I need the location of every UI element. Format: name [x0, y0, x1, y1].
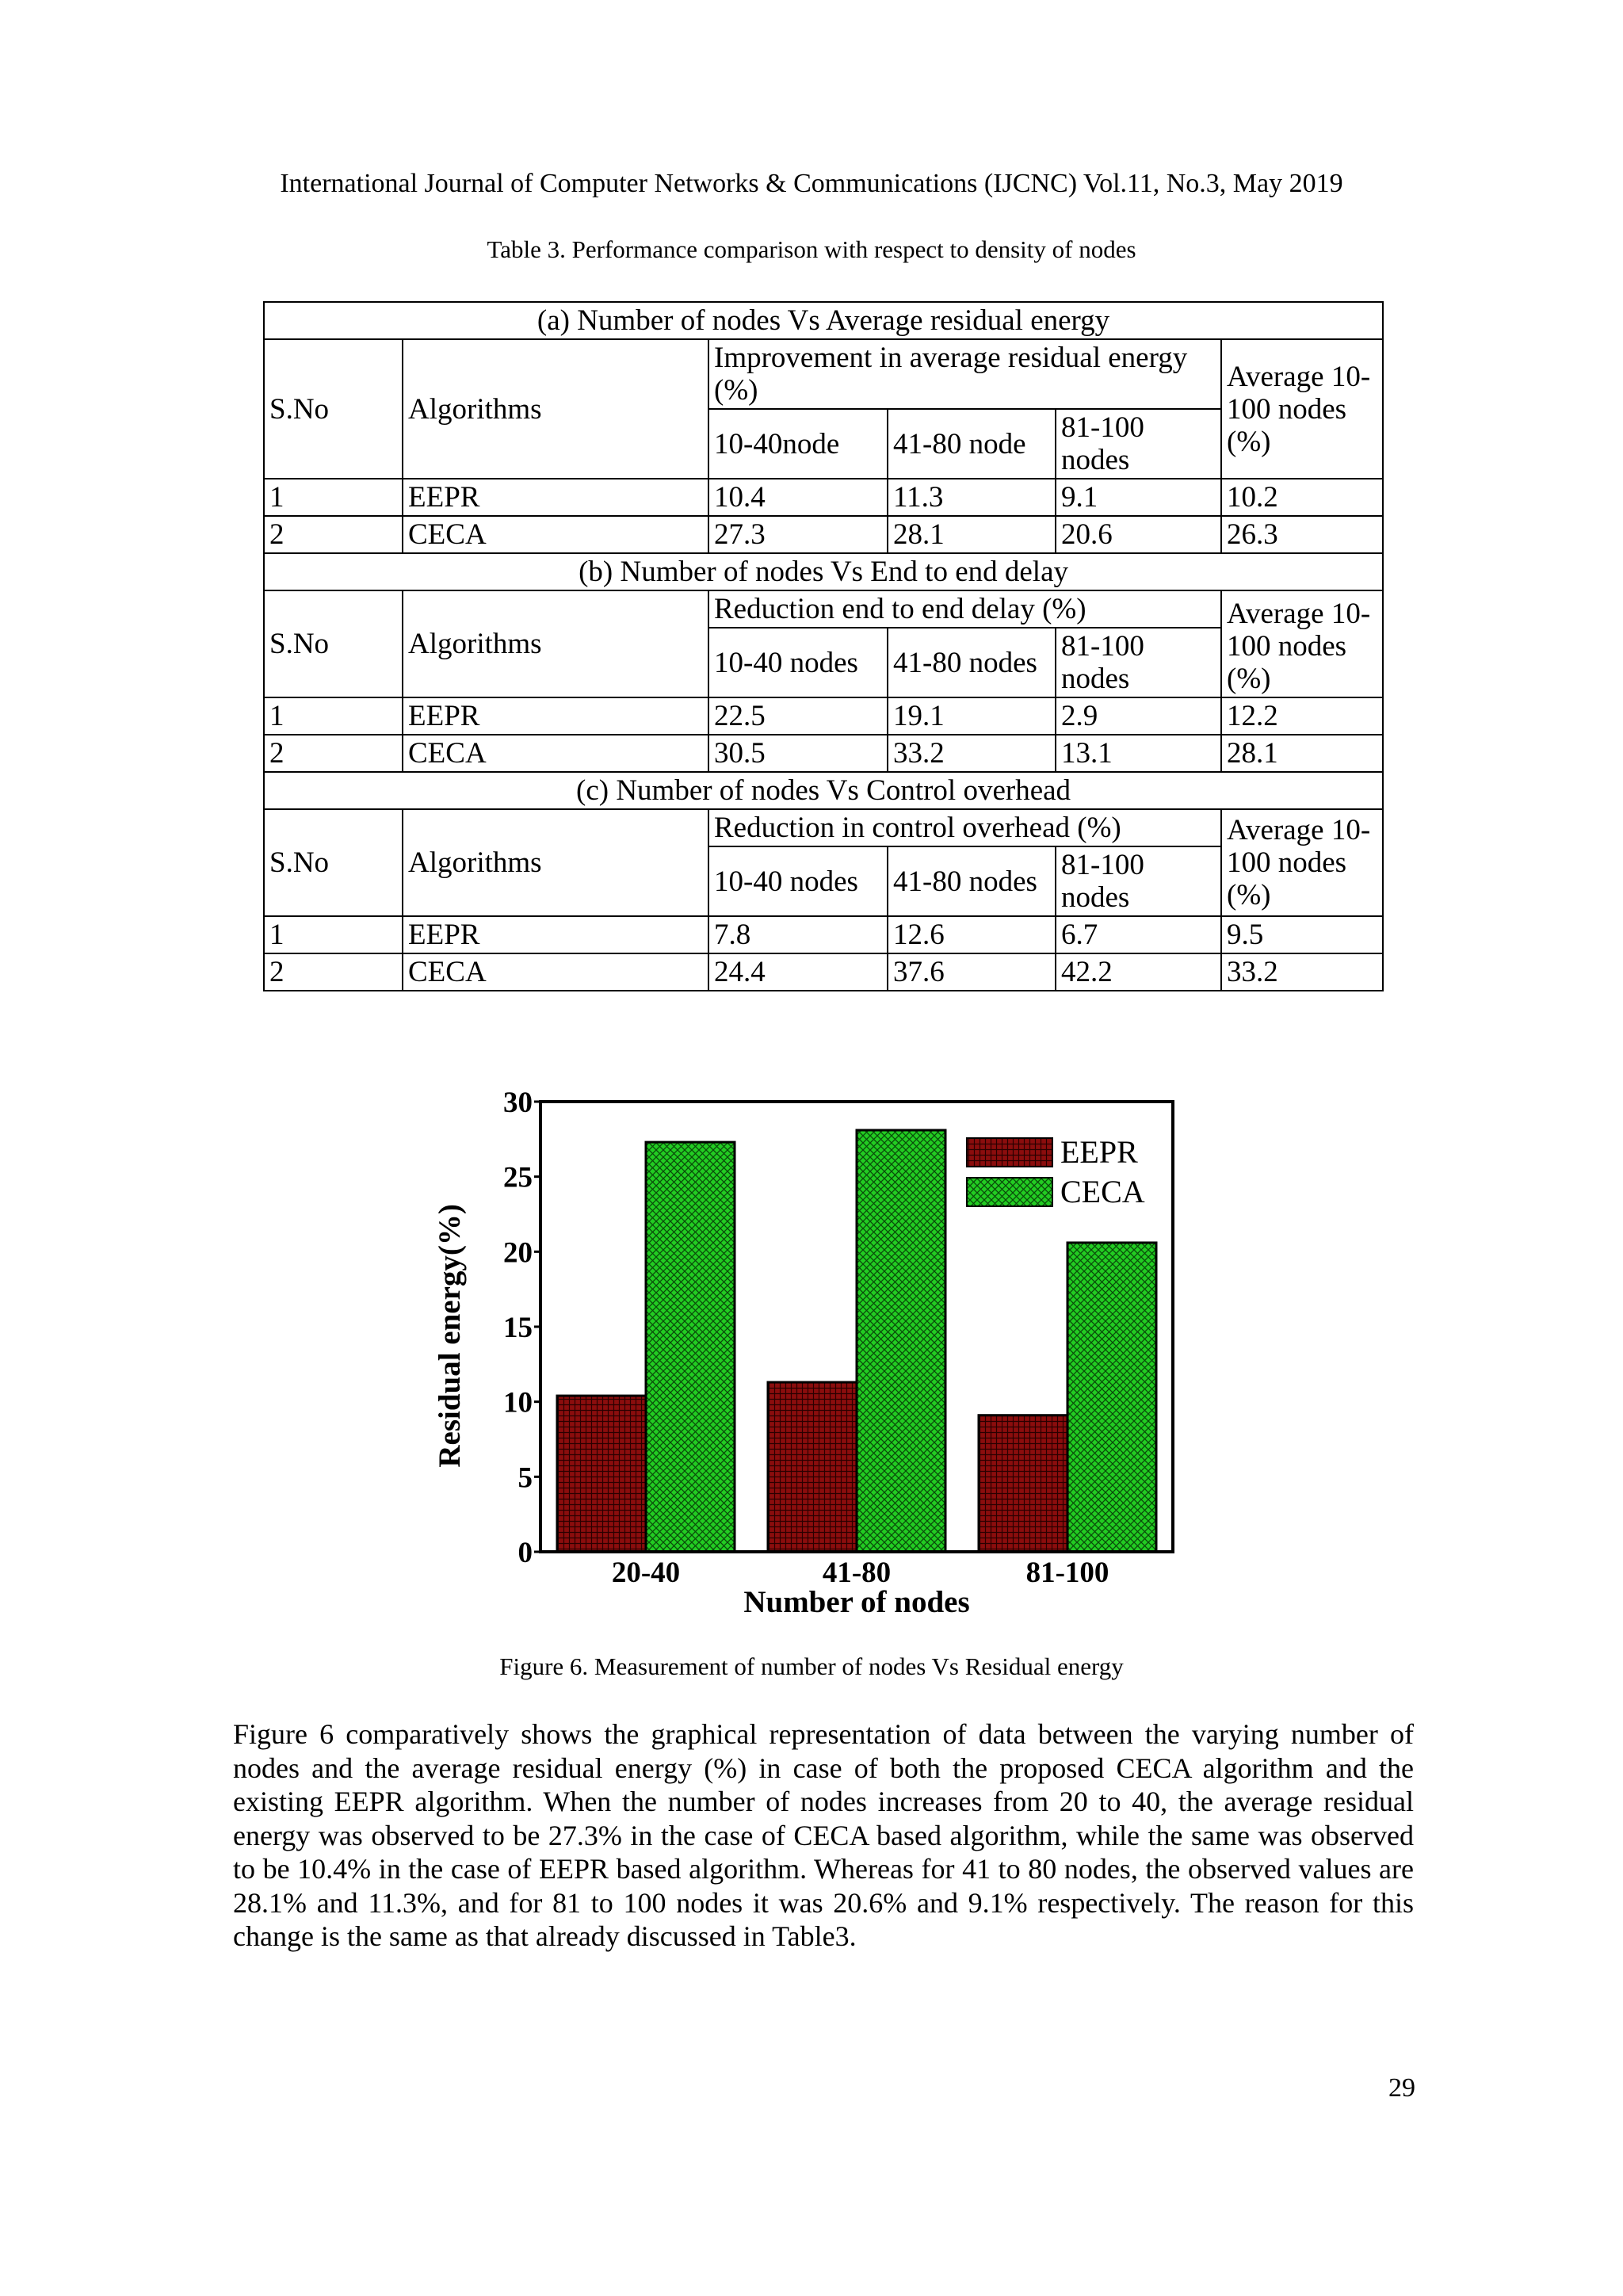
cell-value: 9.1: [1056, 479, 1221, 516]
y-tick-label: 5: [517, 1461, 533, 1495]
x-axis-title: Number of nodes: [743, 1585, 970, 1619]
residual-energy-chart: [428, 1086, 1205, 1641]
cell-value: 12.6: [888, 916, 1056, 953]
cell-value: 10.4: [708, 479, 888, 516]
header-row: [264, 809, 1383, 846]
section-title-row: [264, 302, 1383, 339]
average-header: Average 10-100 nodes (%): [1221, 339, 1383, 479]
performance-table: [263, 301, 1384, 991]
section-a-title: (a) Number of nodes Vs Average residual energy: [264, 302, 1383, 339]
cell-value: 28.1: [888, 516, 1056, 553]
bar-ceca-81-100: [1067, 1243, 1156, 1552]
x-tick-label: 81-100: [1025, 1557, 1109, 1589]
sno-header: S.No: [264, 590, 403, 697]
cell-average: 12.2: [1221, 697, 1383, 735]
sno-header: S.No: [264, 809, 403, 916]
cell-algorithm: EEPR: [403, 697, 708, 735]
y-tick-label: 0: [517, 1537, 533, 1569]
cell-value: 6.7: [1056, 916, 1221, 953]
cell-average: 9.5: [1221, 916, 1383, 953]
algorithms-header: Algorithms: [403, 339, 708, 479]
col-header: 41-80 nodes: [888, 846, 1056, 916]
cell-algorithm: EEPR: [403, 479, 708, 516]
bar-eepr-81-100: [979, 1415, 1067, 1552]
table-caption: Table 3. Performance comparison with respect to density of nodes: [487, 235, 1136, 263]
cell-value: 33.2: [888, 735, 1056, 772]
cell-value: 19.1: [888, 697, 1056, 735]
table-row: [264, 697, 1383, 735]
cell-value: 22.5: [708, 697, 888, 735]
y-tick-label: 20: [503, 1236, 533, 1270]
cell-value: 27.3: [708, 516, 888, 553]
section-b-title: (b) Number of nodes Vs End to end delay: [264, 553, 1383, 590]
cell-sno: 2: [264, 516, 403, 553]
section-title-row: [264, 553, 1383, 590]
col-header: 10-40 nodes: [708, 846, 888, 916]
y-tick-label: 10: [503, 1386, 533, 1419]
cell-value: 13.1: [1056, 735, 1221, 772]
cell-average: 26.3: [1221, 516, 1383, 553]
cell-value: 11.3: [888, 479, 1056, 516]
cell-average: 28.1: [1221, 735, 1383, 772]
cell-algorithm: CECA: [403, 953, 708, 991]
y-tick-label: 30: [503, 1087, 533, 1119]
sno-header: S.No: [264, 339, 403, 479]
cell-value: 42.2: [1056, 953, 1221, 991]
cell-value: 7.8: [708, 916, 888, 953]
table-row: [264, 953, 1383, 991]
legend-swatch-ceca: [967, 1178, 1052, 1206]
y-axis-title: Residual energy(%): [433, 1204, 467, 1468]
average-header: Average 10-100 nodes (%): [1221, 809, 1383, 916]
page-number: 29: [1388, 2073, 1415, 2103]
cell-sno: 1: [264, 479, 403, 516]
table-row: [264, 916, 1383, 953]
col-header: 10-40node: [708, 409, 888, 479]
cell-sno: 1: [264, 916, 403, 953]
col-header: 10-40 nodes: [708, 628, 888, 697]
body-paragraph: Figure 6 comparatively shows the graphical representation of data between the varying number of nodes and the average residual energy (%) in case of both the proposed CECA algorithm and the existing EEPR algorithm. When the number of nodes increases from 20 to 40, the average residual energy was observed to be 27.3% in the case of CECA based algorithm, while the same was observed to be 10.4% in the case of EEPR based algorithm. Whereas for 41 to 80 nodes, the observed values are 28.1% and 11.3%, and for 81 to 100 nodes it was 20.6% and 9.1% respectively. The reason for this change is the same as that already discussed in Table3.: [233, 1718, 1414, 1952]
cell-sno: 2: [264, 953, 403, 991]
y-tick-label: 25: [503, 1161, 533, 1194]
y-tick-label: 15: [503, 1312, 533, 1344]
x-tick-label: 20-40: [611, 1557, 681, 1589]
cell-average: 10.2: [1221, 479, 1383, 516]
bar-chart-svg: [428, 1086, 1205, 1641]
section-c-title: (c) Number of nodes Vs Control overhead: [264, 772, 1383, 809]
average-header: Average 10-100 nodes (%): [1221, 590, 1383, 697]
table-row: [264, 516, 1383, 553]
header-row: [264, 590, 1383, 628]
journal-header: International Journal of Computer Networks & Communications (IJCNC) Vol.11, No.3, May 2019: [280, 169, 1343, 198]
x-axis-ticks: [612, 1557, 1109, 1589]
section-title-row: [264, 772, 1383, 809]
legend-label-eepr: EEPR: [1060, 1134, 1138, 1170]
cell-value: 24.4: [708, 953, 888, 991]
header-row: [264, 339, 1383, 409]
x-tick-label: 41-80: [822, 1557, 892, 1589]
cell-value: 37.6: [888, 953, 1056, 991]
cell-average: 33.2: [1221, 953, 1383, 991]
cell-algorithm: CECA: [403, 735, 708, 772]
bar-eepr-20-40: [557, 1396, 646, 1552]
cell-sno: 2: [264, 735, 403, 772]
group-header: Improvement in average residual energy (%): [708, 339, 1221, 409]
algorithms-header: Algorithms: [403, 809, 708, 916]
col-header: 81-100 nodes: [1056, 409, 1221, 479]
figure-caption: Figure 6. Measurement of number of nodes Vs Residual energy: [499, 1652, 1124, 1680]
legend-swatch-eepr: [967, 1138, 1052, 1167]
bar-eepr-41-80: [768, 1382, 857, 1552]
group-header: Reduction end to end delay (%): [708, 590, 1221, 628]
cell-sno: 1: [264, 697, 403, 735]
cell-algorithm: EEPR: [403, 916, 708, 953]
bar-ceca-20-40: [646, 1142, 735, 1552]
bar-ceca-41-80: [857, 1130, 945, 1552]
algorithms-header: Algorithms: [403, 590, 708, 697]
cell-value: 30.5: [708, 735, 888, 772]
legend-label-ceca: CECA: [1060, 1174, 1145, 1209]
legend: [967, 1134, 1145, 1209]
col-header: 81-100 nodes: [1056, 846, 1221, 916]
cell-value: 2.9: [1056, 697, 1221, 735]
y-axis-ticks: [503, 1087, 540, 1569]
col-header: 81-100 nodes: [1056, 628, 1221, 697]
col-header: 41-80 node: [888, 409, 1056, 479]
cell-algorithm: CECA: [403, 516, 708, 553]
table-row: [264, 479, 1383, 516]
col-header: 41-80 nodes: [888, 628, 1056, 697]
table-row: [264, 735, 1383, 772]
cell-value: 20.6: [1056, 516, 1221, 553]
group-header: Reduction in control overhead (%): [708, 809, 1221, 846]
